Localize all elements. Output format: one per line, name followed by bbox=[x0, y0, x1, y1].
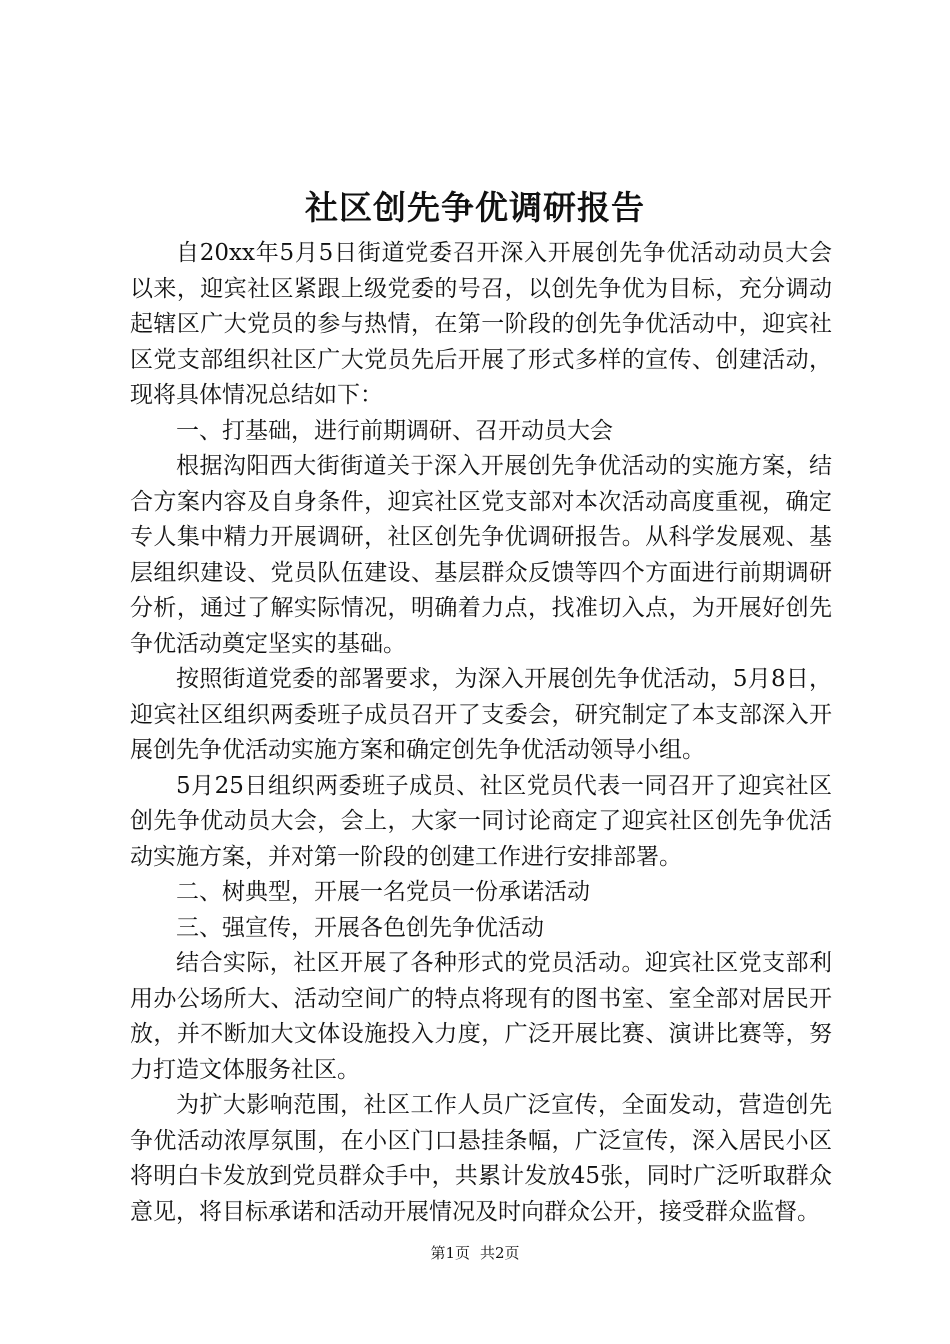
paragraph-research: 根据沟阳西大街街道关于深入开展创先争优活动的实施方案，结合方案内容及自身条件，迎宾社区党支部对本次活动高度重视，确定专人集中精力开展调研，社区创先争优调研报告。从科学发展观、基层组织建设、党员队伍建设、基层群众反馈等四个方面进行前期调研分析，通过了解实际情况，明确着力点，找准切入点，为开展好创先争优活动奠定坚实的基础。 bbox=[130, 453, 832, 657]
paragraph-activities: 结合实际，社区开展了各种形式的党员活动。迎宾社区党支部利用办公场所大、活动空间广的特点将现有的图书室、室全部对居民开放，并不断加大文体设施投入力度，广泛开展比赛、演讲比赛等，努力打造文体服务社区。 bbox=[130, 950, 832, 1083]
section-heading-2: 二、树典型，开展一名党员一份承诺活动 bbox=[176, 879, 590, 905]
section-heading-1: 一、打基础，进行前期调研、召开动员大会 bbox=[176, 417, 613, 444]
page-total: 共2页 bbox=[480, 1244, 520, 1262]
paragraph-publicity: 为扩大影响范围，社区工作人员广泛宣传，全面发动，营造创先争优活动浓厚氛围，在小区门口悬挂条幅，广泛宣传，深入居民小区将明白卡发放到党员群众手中，共累计发放45张，同时广泛听取群众意见，将目标承诺和活动开展情况及时向群众公开，接受群众监督。 bbox=[130, 1092, 832, 1225]
paragraph-intro: 自20xx年5月5日街道党委召开深入开展创先争优活动动员大会以来，迎宾社区紧跟上级党委的号召，以创先争优为目标，充分调动起辖区广大党员的参与热情，在第一阶段的创先争优活动中，迎宾社区党支部组织社区广大党员先后开展了形式多样的宣传、创建活动，现将具体情况总结如下： bbox=[130, 240, 832, 408]
page-number: 第1页 bbox=[430, 1244, 470, 1262]
paragraph-mobilization: 5月25日组织两委班子成员、社区党员代表一同召开了迎宾社区创先争优动员大会，会上，大家一同讨论商定了迎宾社区创先争优活动实施方案，并对第一阶段的创建工作进行安排部署。 bbox=[130, 772, 832, 870]
paragraph-deployment: 按照街道党委的部署要求，为深入开展创先争优活动，5月8日，迎宾社区组织两委班子成员召开了支委会，研究制定了本支部深入开展创先争优活动实施方案和确定创先争优活动领导小组。 bbox=[130, 666, 832, 763]
page-footer bbox=[0, 1242, 950, 1264]
section-heading-3: 三、强宣传，开展各色创先争优活动 bbox=[176, 914, 544, 941]
document-body bbox=[130, 236, 832, 1230]
document-title: 社区创先争优调研报告 bbox=[305, 188, 645, 227]
